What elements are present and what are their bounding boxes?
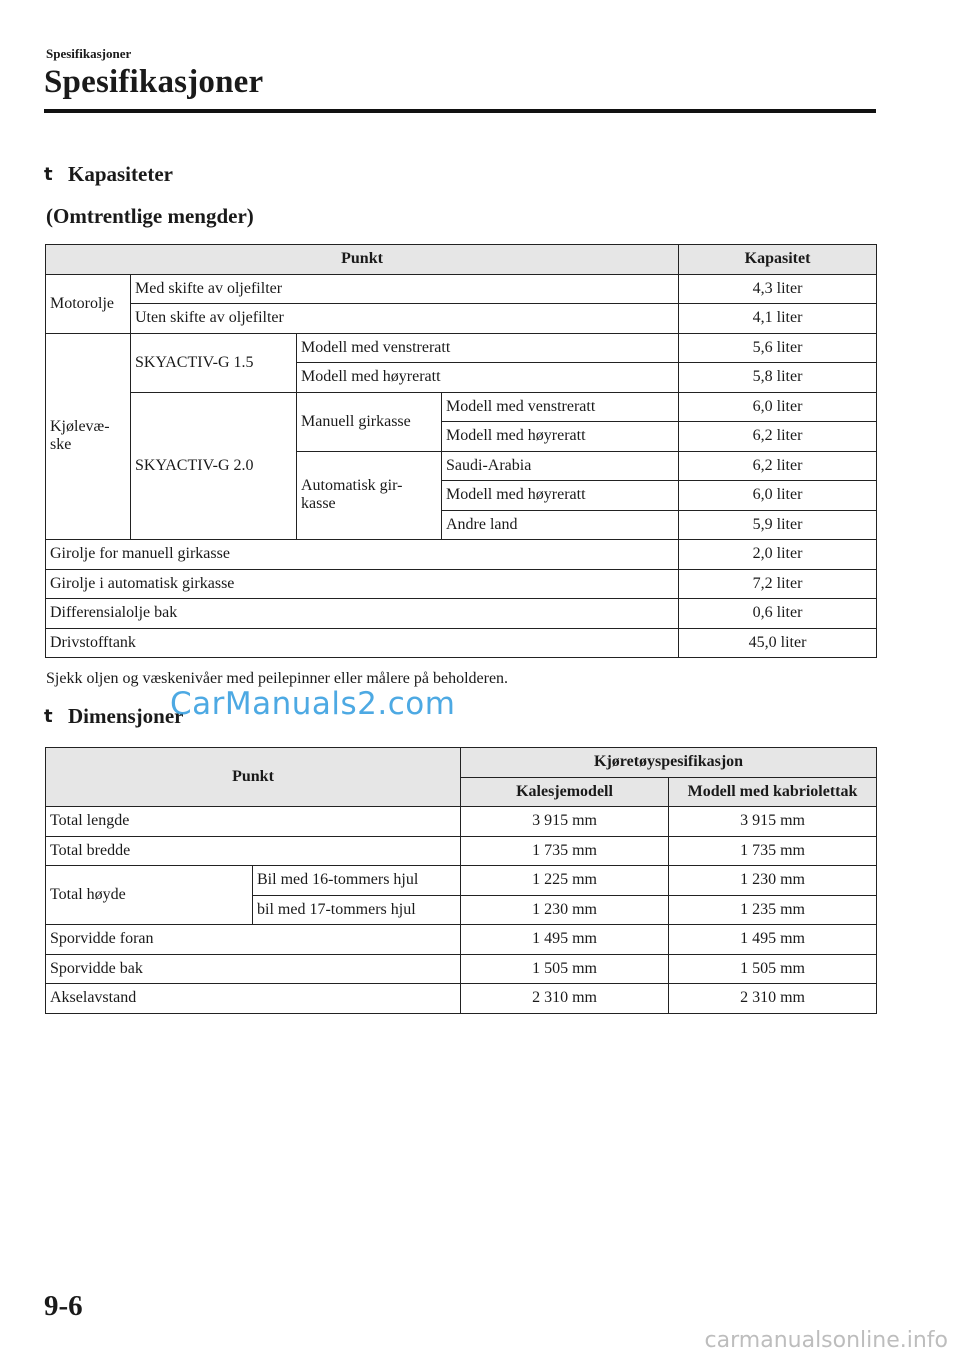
row-value: 5,8 liter — [679, 363, 877, 393]
row-label-auto: Automatisk gir- kasse — [297, 451, 442, 540]
row-sublabel: Saudi-Arabia — [442, 451, 679, 481]
row-label-motorolje: Motorolje — [46, 274, 131, 333]
table-row — [46, 599, 877, 629]
row-sublabel: Modell med venstreratt — [442, 392, 679, 422]
running-header: Spesifikasjoner — [46, 46, 132, 61]
table-row — [46, 954, 877, 984]
row-label: Girolje for manuell girkasse — [46, 540, 679, 570]
section-marker-icon: t — [44, 164, 53, 185]
table-header-row — [46, 748, 877, 778]
capacities-heading — [44, 162, 173, 187]
row-value: 5,6 liter — [679, 333, 877, 363]
row-label-coolant: Kjølevæ- ske — [46, 333, 131, 540]
row-sublabel: Modell med venstreratt — [297, 333, 679, 363]
row-label: Total bredde — [46, 836, 461, 866]
section-marker-icon: t — [44, 706, 53, 727]
row-label: Total lengde — [46, 807, 461, 837]
row-value-b: 1 235 mm — [669, 895, 877, 925]
table-row — [46, 333, 877, 363]
dimensions-heading-text: Dimensjoner — [68, 704, 184, 728]
row-value-a: 1 225 mm — [461, 866, 669, 896]
capacities-subheading: (Omtrentlige mengder) — [46, 204, 254, 228]
row-value: 4,1 liter — [679, 304, 877, 334]
row-value-b: 3 915 mm — [669, 807, 877, 837]
table-row — [46, 304, 877, 334]
row-label-total-hoyde: Total høyde — [46, 866, 253, 925]
row-label-g20: SKYACTIV-G 2.0 — [131, 392, 297, 540]
row-value: 6,0 liter — [679, 481, 877, 511]
row-value-a: 2 310 mm — [461, 984, 669, 1014]
table-row — [46, 392, 877, 422]
row-sublabel: Bil med 16-tommers hjul — [253, 866, 461, 896]
table-row — [46, 628, 877, 658]
row-value: 45,0 liter — [679, 628, 877, 658]
row-value-b: 1 505 mm — [669, 954, 877, 984]
capacities-note: Sjekk oljen og væskenivåer med peilepinner eller målere på beholderen. — [46, 670, 509, 687]
dimensions-heading — [44, 704, 183, 729]
row-value-b: 1 735 mm — [669, 836, 877, 866]
capacities-heading-text: Kapasiteter — [68, 162, 173, 186]
table-row — [46, 807, 877, 837]
row-sublabel: Modell med høyreratt — [442, 481, 679, 511]
dimensions-table — [45, 747, 877, 1014]
row-label: Sporvidde foran — [46, 925, 461, 955]
row-value: 4,3 liter — [679, 274, 877, 304]
table-row — [46, 274, 877, 304]
row-label: Akselavstand — [46, 984, 461, 1014]
row-label-manual: Manuell girkasse — [297, 392, 442, 451]
col-header-item: Punkt — [46, 245, 679, 275]
table-header-row — [46, 245, 877, 275]
col-header-kabriolet: Modell med kabriolettak — [669, 777, 877, 807]
row-value-a: 3 915 mm — [461, 807, 669, 837]
row-value: 2,0 liter — [679, 540, 877, 570]
table-row — [46, 984, 877, 1014]
col-header-kalesje: Kalesjemodell — [461, 777, 669, 807]
table-row — [46, 836, 877, 866]
row-value-a: 1 505 mm — [461, 954, 669, 984]
row-label-g15: SKYACTIV-G 1.5 — [131, 333, 297, 392]
row-value-a: 1 735 mm — [461, 836, 669, 866]
row-sublabel: Uten skifte av oljefilter — [131, 304, 679, 334]
row-value: 6,2 liter — [679, 451, 877, 481]
row-value-b: 1 495 mm — [669, 925, 877, 955]
row-value-a: 1 230 mm — [461, 895, 669, 925]
row-value-b: 1 230 mm — [669, 866, 877, 896]
row-value-a: 1 495 mm — [461, 925, 669, 955]
row-sublabel: Andre land — [442, 510, 679, 540]
row-label: Differensialolje bak — [46, 599, 679, 629]
footer-site-text: carmanualsonline.info — [704, 1328, 948, 1353]
col-header-capacity: Kapasitet — [679, 245, 877, 275]
col-header-spec: Kjøretøyspesifikasjon — [461, 748, 877, 778]
row-value: 7,2 liter — [679, 569, 877, 599]
table-row — [46, 540, 877, 570]
row-value: 6,0 liter — [679, 392, 877, 422]
row-label: Drivstofftank — [46, 628, 679, 658]
row-sublabel: Modell med høyreratt — [297, 363, 679, 393]
page-number: 9-6 — [44, 1290, 83, 1322]
col-header-item: Punkt — [46, 748, 461, 807]
row-sublabel: bil med 17-tommers hjul — [253, 895, 461, 925]
row-label: Girolje i automatisk girkasse — [46, 569, 679, 599]
row-sublabel: Modell med høyreratt — [442, 422, 679, 452]
table-row — [46, 925, 877, 955]
title-rule — [44, 109, 876, 113]
table-row — [46, 866, 877, 896]
row-sublabel: Med skifte av oljefilter — [131, 274, 679, 304]
capacities-table — [45, 244, 877, 658]
row-value-b: 2 310 mm — [669, 984, 877, 1014]
row-value: 0,6 liter — [679, 599, 877, 629]
row-value: 6,2 liter — [679, 422, 877, 452]
row-label: Sporvidde bak — [46, 954, 461, 984]
row-value: 5,9 liter — [679, 510, 877, 540]
table-row — [46, 569, 877, 599]
chapter-title: Spesifikasjoner — [44, 64, 264, 100]
watermark-logo: CarManuals2.com — [170, 686, 456, 722]
